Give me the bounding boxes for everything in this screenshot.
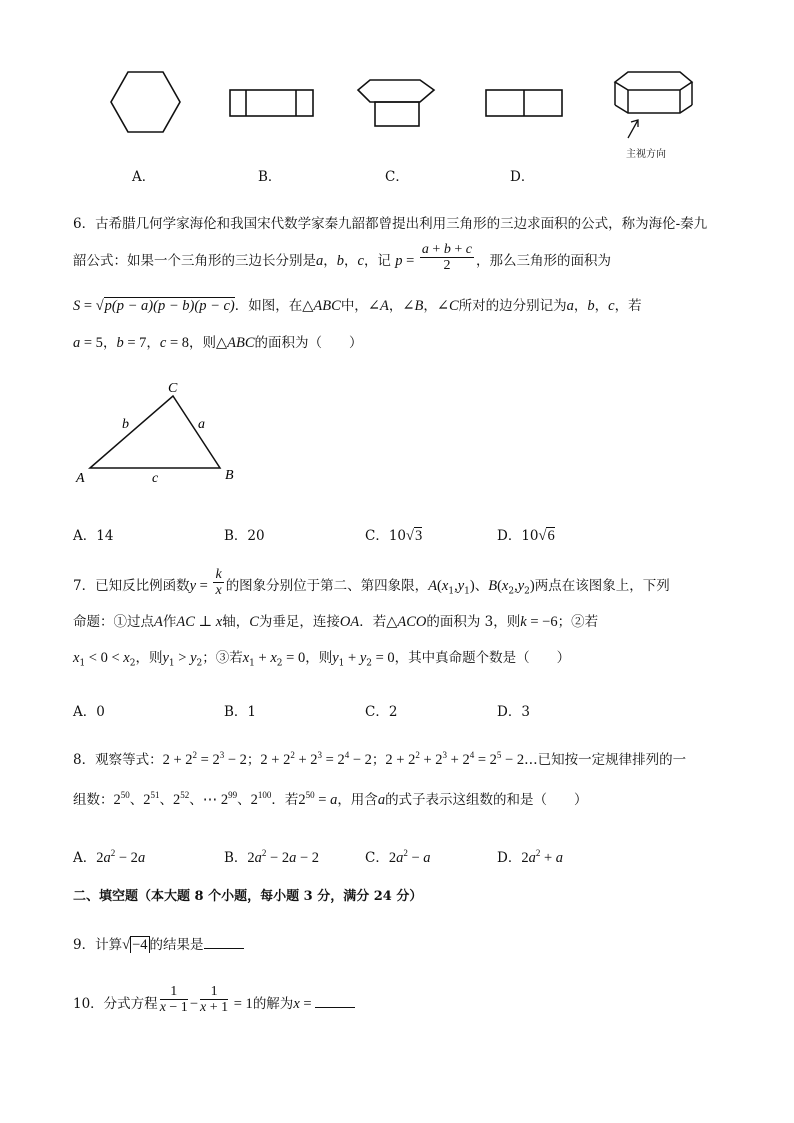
q7-option-c: C．2: [365, 704, 398, 720]
q7-option-a: A．0: [73, 704, 105, 720]
side-c-label: c: [152, 471, 159, 486]
view-direction-label: 主视方向: [626, 149, 666, 160]
q8-option-d: D．$2a^2 + a$: [497, 848, 564, 866]
q8-line-1: 8．观察等式：$2 + 2^2 = 2^3 - 2$；$2 + 2^2 + 2^3 = 2^4 - 2$；$2 + 2^2 + 2^3 + 2^4 = 2^5$ − 2…已知按一定规律排列的一: [73, 750, 687, 768]
q6-line-2: 韶公式：如果一个三角形的三边长分别是a，b，c，记 p = $\frac{a + b + c}{2}$ ，那么三角形的面积为: [73, 242, 611, 273]
section-2-title: 二、填空题（本大题 8 个小题，每小题 3 分，满分 24 分）: [73, 889, 423, 904]
q7-line-3: $x_1 < 0 < x_2$，则$y_1 > y_2$；③若$x_1 + x_2 = 0$，则$y_1 + y_2 = 0$，其中真命题个数是（ ）: [73, 650, 571, 669]
q7-option-b: B．1: [224, 704, 257, 720]
q5-option-b: B．: [258, 169, 282, 185]
q8-option-b: B．$2a^2 - 2a - 2$: [224, 848, 320, 866]
option-d-view: [486, 90, 562, 116]
q6-option-c: C．10√3: [365, 528, 423, 544]
q10-answer-blank[interactable]: [315, 993, 355, 1008]
vertex-b-label: B: [225, 468, 234, 483]
q7-option-d: D．3: [497, 704, 530, 720]
q9-answer-blank[interactable]: [204, 934, 244, 949]
option-a-hexagon: [111, 72, 180, 132]
q7-line-2: 命题：①过点A作AC ⊥ x轴，C为垂足，连接OA．若△ACO的面积为 3，则k = −6；②若: [73, 614, 599, 630]
q8-option-c: C．$2a^2 - a$: [365, 848, 431, 866]
q5-option-c: C．: [385, 169, 409, 185]
q7-line-1: 7．已知反比例函数y = $\frac{k}{x}$ 的图象分别位于第二、第四象限，$A(x_1,y_1)$、$B(x_2,y_2)$两点在该图象上，下列: [73, 567, 670, 598]
side-b-label: b: [122, 417, 129, 432]
q6-line-4: a = 5，b = 7，c = 8，则△ABC的面积为（ ）: [73, 335, 363, 351]
q6-line-3: S = √p(p − a)(p − b)(p − c)．如图，在△ABC中，∠A，∠B，∠C所对的边分别记为a，b，c，若: [73, 298, 642, 314]
q6-line-1: 6．古希腊几何学家海伦和我国宋代数学家秦九韶都曾提出利用三角形的三边求面积的公式，称为海伦-秦九: [73, 216, 708, 232]
q5-option-d: D．: [510, 169, 535, 185]
option-c-view: [358, 80, 434, 126]
q6-option-b: B．20: [224, 528, 265, 544]
option-b-view: [230, 90, 313, 116]
q8-line-2: 组数：$2^{50}$、$2^{51}$、$2^{52}$、⋯ $2^{99}$、$2^{100}$．若$2^{50} = a$，用含a的式子表示这组数的和是（ ）: [73, 790, 588, 808]
vertex-a-label: A: [76, 471, 85, 486]
vertex-c-label: C: [168, 381, 178, 396]
q6-option-a: A．14: [73, 528, 114, 544]
q8-option-a: A．$2a^2 - 2a$: [73, 848, 146, 866]
q5-figures: [0, 60, 794, 170]
q10-line: 10．分式方程 $\frac{1}{x - 1}$ − $\frac{1}{x + 1}$ = 1的解为x =: [73, 993, 355, 1015]
q6-option-d: D．10√6: [497, 528, 555, 544]
hexagonal-prism: [615, 72, 692, 113]
q6-triangle-figure: [60, 378, 260, 493]
q5-option-a: A．: [132, 169, 156, 185]
q9-line: 9．计算√ −4 的结果是: [73, 934, 244, 955]
view-direction-arrow: [628, 120, 638, 138]
side-a-label: a: [198, 417, 205, 432]
